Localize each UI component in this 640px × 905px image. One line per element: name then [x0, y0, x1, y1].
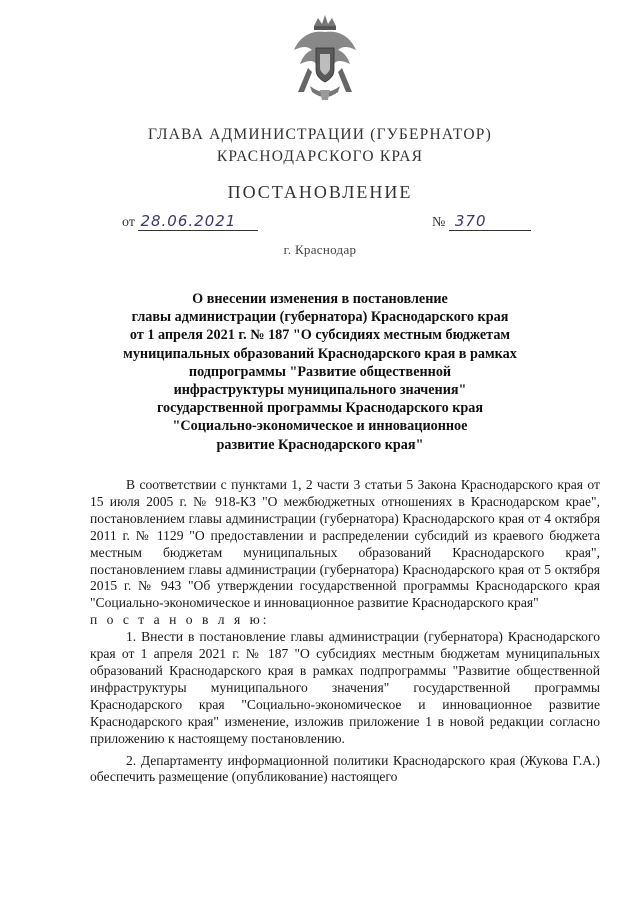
- subject-line: развитие Краснодарского края": [216, 436, 424, 453]
- issuer-region: КРАСНОДАРСКОГО КРАЯ: [216, 148, 424, 165]
- item-1-paragraph: 1. Внести в постановление главы администрации (губернатора) Краснодарского края от 1 апреля 2021 г. № 187 "О субсидиях местным бюджетам муниципальных образований Краснодарского края в рамках подпрограммы "Развитие общественной инфраструктуры муниципального значения" государственной программы Краснодарского края "Социально-экономическое и инновационное развитие Краснодарского края" изменение, изложив приложение 1 в новой редакции согласно приложению к настоящему постановлению.: [90, 629, 600, 746]
- coat-of-arms-icon: [290, 12, 360, 104]
- date-line: [122, 212, 258, 231]
- document-subject: [110, 290, 530, 454]
- subject-line: инфраструктуры муниципального значения": [173, 382, 467, 399]
- subject-line: О внесении изменения в постановление: [192, 291, 448, 307]
- subject-line: муниципальных образований Краснодарского края в рамках: [123, 345, 517, 362]
- number-prefix: №: [432, 215, 446, 230]
- preamble-paragraph: В соответствии с пунктами 1, 2 части 3 статьи 5 Закона Краснодарского края от 15 июля 2005 г. № 918-КЗ "О межбюджетных отношениях в Краснодарском крае", постановлением главы администрации (губернатора) Краснодарского края от 4 октября 2011 г. № 1129 "О предоставлении и распределении субсидий из краевого бюджета местным бюджетам муниципальных образований Краснодарского края", постановлением главы администрации (губернатора) Краснодарского края от 5 октября 2015 г. № 943 "Об утверждении государственной программы Краснодарского края "Социально-экономическое и инновационное развитие Краснодарского края": [90, 477, 600, 611]
- decree-word: п о с т а н о в л я ю:: [90, 612, 270, 628]
- subject-line: от 1 апреля 2021 г. № 187 "О субсидиях местным бюджетам: [129, 327, 511, 344]
- subject-line: "Социально-экономическое и инновационное: [172, 418, 468, 435]
- subject-line: подпрограммы "Развитие общественной: [188, 363, 452, 380]
- date-value: 28.06.2021: [138, 212, 258, 231]
- issuer-title: ГЛАВА АДМИНИСТРАЦИИ (ГУБЕРНАТОР): [148, 126, 492, 143]
- item-2-paragraph: 2. Департаменту информационной политики Краснодарского края (Жукова Г.А.) обеспечить размещение (опубликование) настоящего: [90, 752, 600, 785]
- date-prefix: от: [122, 215, 135, 230]
- subject-line: государственной программы Краснодарского края: [156, 400, 484, 417]
- number-value: 370: [449, 212, 531, 231]
- document-type-title: ПОСТАНОВЛЕНИЕ: [227, 182, 413, 202]
- subject-line: главы администрации (губернатора) Краснодарского края: [131, 309, 509, 326]
- document-body: [90, 477, 600, 786]
- number-line: [432, 212, 531, 231]
- city: г. Краснодар: [283, 242, 357, 257]
